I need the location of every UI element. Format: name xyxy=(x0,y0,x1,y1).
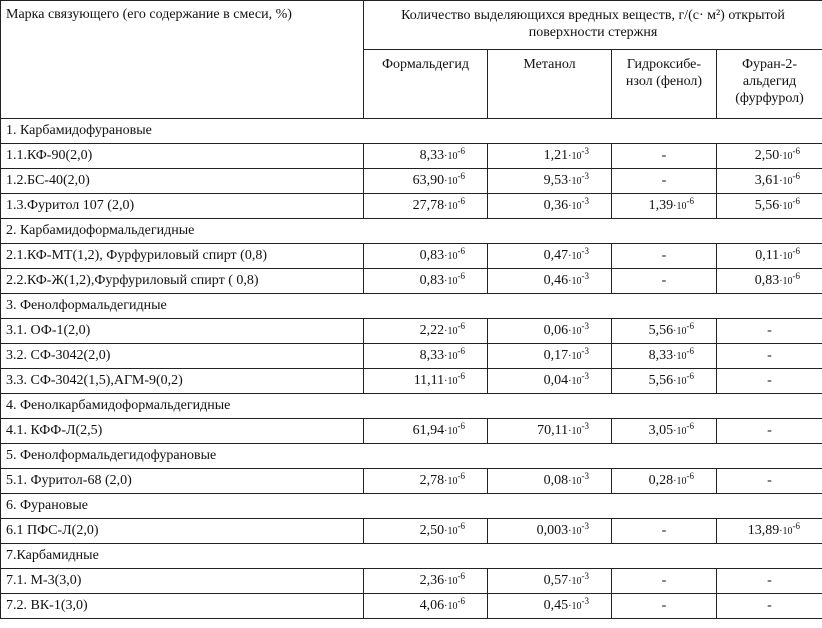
table-body xyxy=(1,119,822,619)
table-row xyxy=(1,144,822,169)
group-title: 7.Карбамидные xyxy=(1,544,822,569)
group-title: 1. Карбамидофурановые xyxy=(1,119,822,144)
times-ten: ·10 xyxy=(568,426,582,437)
times-ten: ·10 xyxy=(568,176,582,187)
group-title: 3. Фенолформальдегидные xyxy=(1,294,822,319)
exponent: -6 xyxy=(457,271,465,281)
emission-value-cell xyxy=(612,469,717,494)
emission-value-cell xyxy=(488,269,612,294)
mantissa: 2,50 xyxy=(754,148,780,163)
times-ten: ·10 xyxy=(568,476,582,487)
exponent: -3 xyxy=(581,171,589,181)
times-ten: ·10 xyxy=(568,326,582,337)
emission-value-cell xyxy=(717,244,822,269)
times-ten: ·10 xyxy=(673,476,687,487)
binder-name-cell: 3.2. СФ-3042(2,0) xyxy=(1,344,364,369)
times-ten: ·10 xyxy=(444,426,458,437)
emission-value-cell xyxy=(364,269,488,294)
mantissa: 0,57 xyxy=(543,573,569,588)
mantissa: 3,61 xyxy=(754,173,780,188)
emission-value-cell xyxy=(364,594,488,619)
exponent: -6 xyxy=(792,146,801,156)
mantissa: 2,36 xyxy=(419,573,445,588)
group-row xyxy=(1,219,822,244)
binder-name-cell: 3.3. СФ-3042(1,5),АГМ-9(0,2) xyxy=(1,369,364,394)
table-row xyxy=(1,419,822,444)
column-header-formaldehyde: Формальдегид xyxy=(364,50,488,119)
times-ten: ·10 xyxy=(444,351,458,362)
mantissa: 2,50 xyxy=(419,523,445,538)
exponent: -3 xyxy=(581,271,589,281)
times-ten: ·10 xyxy=(673,351,687,362)
mantissa: 2,22 xyxy=(419,323,445,338)
exponent: -3 xyxy=(581,196,589,206)
times-ten: ·10 xyxy=(568,351,582,362)
emission-value-cell xyxy=(364,319,488,344)
table-row xyxy=(1,269,822,294)
emission-value-cell xyxy=(717,519,822,544)
times-ten: ·10 xyxy=(673,326,687,337)
times-ten: ·10 xyxy=(568,576,582,587)
times-ten: ·10 xyxy=(568,601,582,612)
exponent: -6 xyxy=(457,146,465,156)
mantissa: 2,78 xyxy=(419,473,445,488)
times-ten: ·10 xyxy=(444,376,458,387)
binder-name-cell: 4.1. КФФ-Л(2,5) xyxy=(1,419,364,444)
column-header-furfural: Фуран-2-альдегид (фурфурол) xyxy=(717,50,822,119)
empty-value-cell: - xyxy=(717,344,822,369)
group-row xyxy=(1,444,822,469)
times-ten: ·10 xyxy=(568,151,582,162)
exponent: -6 xyxy=(686,346,694,356)
times-ten: ·10 xyxy=(444,176,458,187)
emission-value-cell xyxy=(717,144,822,169)
table-row xyxy=(1,369,822,394)
table-row xyxy=(1,569,822,594)
emission-value-cell xyxy=(612,319,717,344)
group-row xyxy=(1,119,822,144)
exponent: -3 xyxy=(581,471,589,481)
binder-name-cell: 2.2.КФ-Ж(1,2),Фурфуриловый спирт ( 0,8) xyxy=(1,269,364,294)
emission-value-cell xyxy=(612,419,717,444)
times-ten: ·10 xyxy=(444,526,458,537)
exponent: -6 xyxy=(457,521,465,531)
exponent: -6 xyxy=(457,346,465,356)
mantissa: 5,56 xyxy=(754,198,780,213)
exponent: -3 xyxy=(581,146,589,156)
mantissa: 0,83 xyxy=(754,273,780,288)
times-ten: ·10 xyxy=(673,426,687,437)
exponent: -3 xyxy=(581,421,589,431)
exponent: -6 xyxy=(457,371,465,381)
times-ten: ·10 xyxy=(444,476,458,487)
emission-value-cell xyxy=(488,194,612,219)
group-title: 6. Фурановые xyxy=(1,494,822,519)
emission-value-cell xyxy=(488,594,612,619)
times-ten: ·10 xyxy=(568,251,582,262)
exponent: -6 xyxy=(686,196,694,206)
emission-value-cell xyxy=(364,244,488,269)
times-ten: ·10 xyxy=(673,201,687,212)
mantissa: 11,11 xyxy=(413,373,445,388)
emission-value-cell xyxy=(488,419,612,444)
mantissa: 5,56 xyxy=(648,323,674,338)
exponent: -6 xyxy=(686,471,694,481)
times-ten: ·10 xyxy=(444,601,458,612)
mantissa: 63,90 xyxy=(412,173,445,188)
empty-value-cell: - xyxy=(717,594,822,619)
mantissa: 0,83 xyxy=(419,248,445,263)
times-ten: ·10 xyxy=(444,576,458,587)
emission-value-cell xyxy=(488,244,612,269)
column-header-methanol: Метанол xyxy=(488,50,612,119)
exponent: -3 xyxy=(581,346,589,356)
exponent: -3 xyxy=(581,521,589,531)
exponent: -3 xyxy=(581,571,589,581)
emission-value-cell xyxy=(717,269,822,294)
table-row xyxy=(1,469,822,494)
empty-value-cell: - xyxy=(717,369,822,394)
mantissa: 1,21 xyxy=(543,148,569,163)
group-title: 4. Фенолкарбамидоформальдегидные xyxy=(1,394,822,419)
binder-name-cell: 1.2.БС-40(2,0) xyxy=(1,169,364,194)
times-ten: ·10 xyxy=(779,176,793,187)
times-ten: ·10 xyxy=(779,151,793,162)
exponent: -6 xyxy=(792,171,801,181)
exponent: -6 xyxy=(457,196,465,206)
mantissa: 27,78 xyxy=(412,198,445,213)
times-ten: ·10 xyxy=(444,326,458,337)
times-ten: ·10 xyxy=(779,526,793,537)
emission-value-cell xyxy=(364,344,488,369)
emission-value-cell xyxy=(488,319,612,344)
mantissa: 70,11 xyxy=(537,423,569,438)
exponent: -6 xyxy=(792,196,801,206)
exponent: -6 xyxy=(457,171,465,181)
group-title: 2. Карбамидоформальдегидные xyxy=(1,219,822,244)
empty-value-cell: - xyxy=(717,419,822,444)
empty-value-cell: - xyxy=(612,144,717,169)
binder-name-cell: 1.3.Фуритол 107 (2,0) xyxy=(1,194,364,219)
times-ten: ·10 xyxy=(673,376,687,387)
group-title: 5. Фенолформальдегидофурановые xyxy=(1,444,822,469)
times-ten: ·10 xyxy=(444,251,458,262)
emission-value-cell xyxy=(488,519,612,544)
mantissa: 0,47 xyxy=(543,248,569,263)
group-row xyxy=(1,544,822,569)
emission-value-cell xyxy=(364,519,488,544)
exponent: -3 xyxy=(581,321,589,331)
mantissa: 0,28 xyxy=(648,473,674,488)
table-row xyxy=(1,319,822,344)
mantissa: 61,94 xyxy=(412,423,445,438)
mantissa: 0,45 xyxy=(543,598,569,613)
emission-value-cell xyxy=(488,169,612,194)
exponent: -6 xyxy=(686,421,694,431)
exponent: -6 xyxy=(457,596,465,606)
mantissa: 8,33 xyxy=(419,348,445,363)
emission-value-cell xyxy=(612,194,717,219)
exponent: -6 xyxy=(792,246,801,256)
mantissa: 0,003 xyxy=(536,523,569,538)
mantissa: 0,11 xyxy=(755,248,780,263)
exponent: -6 xyxy=(457,571,465,581)
mantissa: 0,08 xyxy=(543,473,569,488)
mantissa: 0,17 xyxy=(543,348,569,363)
mantissa: 5,56 xyxy=(648,373,674,388)
table-row xyxy=(1,169,822,194)
exponent: -6 xyxy=(457,421,465,431)
exponent: -3 xyxy=(581,371,589,381)
emission-value-cell xyxy=(488,369,612,394)
exponent: -6 xyxy=(457,471,465,481)
mantissa: 3,05 xyxy=(648,423,674,438)
binder-name-cell: 3.1. ОФ-1(2,0) xyxy=(1,319,364,344)
emission-value-cell xyxy=(717,194,822,219)
emission-value-cell xyxy=(612,344,717,369)
mantissa: 13,89 xyxy=(747,523,780,538)
exponent: -6 xyxy=(686,321,694,331)
emission-value-cell xyxy=(364,569,488,594)
empty-value-cell: - xyxy=(612,169,717,194)
exponent: -6 xyxy=(792,271,801,281)
exponent: -6 xyxy=(686,371,694,381)
emission-group-header: Количество выделяющихся вредных веществ, г/(с· м²) открытой поверхности стержня xyxy=(364,1,822,50)
empty-value-cell: - xyxy=(612,244,717,269)
table-row xyxy=(1,519,822,544)
empty-value-cell: - xyxy=(612,269,717,294)
mantissa: 0,36 xyxy=(543,198,569,213)
empty-value-cell: - xyxy=(612,519,717,544)
times-ten: ·10 xyxy=(444,151,458,162)
binder-name-cell: 1.1.КФ-90(2,0) xyxy=(1,144,364,169)
times-ten: ·10 xyxy=(568,376,582,387)
mantissa: 9,53 xyxy=(543,173,569,188)
mantissa: 8,33 xyxy=(648,348,674,363)
emission-value-cell xyxy=(717,169,822,194)
times-ten: ·10 xyxy=(568,201,582,212)
emission-value-cell xyxy=(364,194,488,219)
times-ten: ·10 xyxy=(568,276,582,287)
group-row xyxy=(1,294,822,319)
empty-value-cell: - xyxy=(612,594,717,619)
mantissa: 0,83 xyxy=(419,273,445,288)
binder-name-cell: 2.1.КФ-МТ(1,2), Фурфуриловый спирт (0,8) xyxy=(1,244,364,269)
mantissa: 1,39 xyxy=(648,198,674,213)
mantissa: 4,06 xyxy=(419,598,445,613)
group-row xyxy=(1,394,822,419)
table-row xyxy=(1,194,822,219)
exponent: -3 xyxy=(581,596,589,606)
mantissa: 0,06 xyxy=(543,323,569,338)
binder-name-cell: 7.1. М-3(3,0) xyxy=(1,569,364,594)
empty-value-cell: - xyxy=(717,319,822,344)
times-ten: ·10 xyxy=(779,251,793,262)
table-row xyxy=(1,594,822,619)
mantissa: 8,33 xyxy=(419,148,445,163)
mantissa: 0,46 xyxy=(543,273,569,288)
times-ten: ·10 xyxy=(779,201,793,212)
times-ten: ·10 xyxy=(444,276,458,287)
empty-value-cell: - xyxy=(717,569,822,594)
emission-value-cell xyxy=(488,469,612,494)
binder-name-cell: 6.1 ПФС-Л(2,0) xyxy=(1,519,364,544)
binder-column-header: Марка связующего (его содержание в смеси, %) xyxy=(1,1,364,119)
times-ten: ·10 xyxy=(779,276,793,287)
emission-value-cell xyxy=(488,344,612,369)
group-row xyxy=(1,494,822,519)
empty-value-cell: - xyxy=(717,469,822,494)
emission-value-cell xyxy=(364,419,488,444)
column-header-phenol: Гидроксибензол (фенол) xyxy=(612,50,717,119)
times-ten: ·10 xyxy=(444,201,458,212)
emission-value-cell xyxy=(364,144,488,169)
emission-value-cell xyxy=(364,469,488,494)
emission-value-cell xyxy=(364,369,488,394)
emission-value-cell xyxy=(612,369,717,394)
exponent: -6 xyxy=(792,521,801,531)
binder-name-cell: 5.1. Фуритол-68 (2,0) xyxy=(1,469,364,494)
times-ten: ·10 xyxy=(568,526,582,537)
binder-name-cell: 7.2. ВК-1(3,0) xyxy=(1,594,364,619)
table-row xyxy=(1,344,822,369)
empty-value-cell: - xyxy=(612,569,717,594)
exponent: -6 xyxy=(457,321,465,331)
mantissa: 0,04 xyxy=(543,373,569,388)
table-row xyxy=(1,244,822,269)
emission-value-cell xyxy=(488,144,612,169)
emission-value-cell xyxy=(488,569,612,594)
exponent: -6 xyxy=(457,246,465,256)
emission-value-cell xyxy=(364,169,488,194)
exponent: -3 xyxy=(581,246,589,256)
